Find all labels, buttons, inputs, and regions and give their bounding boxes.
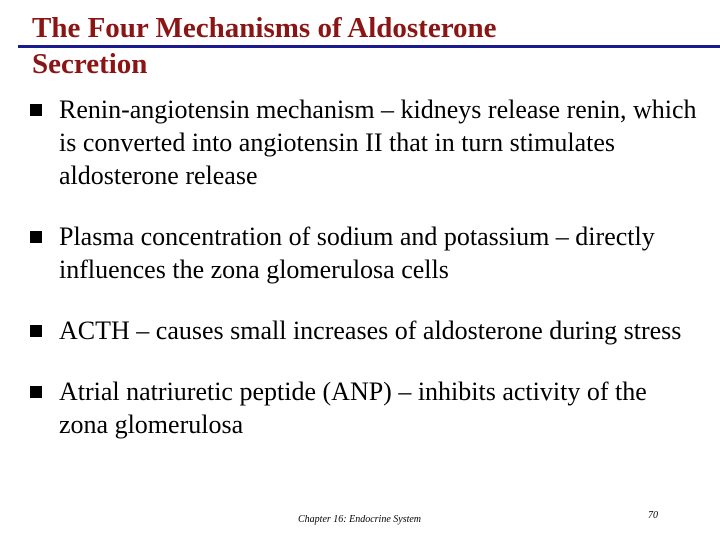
bullet-text: Plasma concentration of sodium and potassium – directly influences the zona glomerulosa cells bbox=[59, 222, 655, 284]
bullet-item bbox=[30, 220, 702, 286]
square-bullet-icon bbox=[30, 104, 42, 116]
bullet-item bbox=[30, 314, 702, 347]
bullet-text: Atrial natriuretic peptide (ANP) – inhibits activity of the zona glomerulosa bbox=[59, 377, 647, 439]
bullet-item bbox=[30, 93, 702, 192]
title-underline bbox=[18, 45, 720, 48]
footer-chapter: Chapter 16: Endocrine System bbox=[298, 514, 422, 525]
square-bullet-icon bbox=[30, 325, 42, 337]
square-bullet-icon bbox=[30, 231, 42, 243]
page-number: 70 bbox=[648, 510, 658, 521]
slide-title: The Four Mechanisms of Aldosterone Secretion bbox=[32, 12, 497, 80]
bullet-text: ACTH – causes small increases of aldosterone during stress bbox=[59, 316, 682, 345]
bullet-text: Renin-angiotensin mechanism – kidneys release renin, which is converted into angiotensin II that in turn stimulates aldosterone release bbox=[59, 95, 697, 190]
square-bullet-icon bbox=[30, 386, 42, 398]
bullet-list bbox=[30, 93, 702, 469]
bullet-item bbox=[30, 375, 702, 441]
